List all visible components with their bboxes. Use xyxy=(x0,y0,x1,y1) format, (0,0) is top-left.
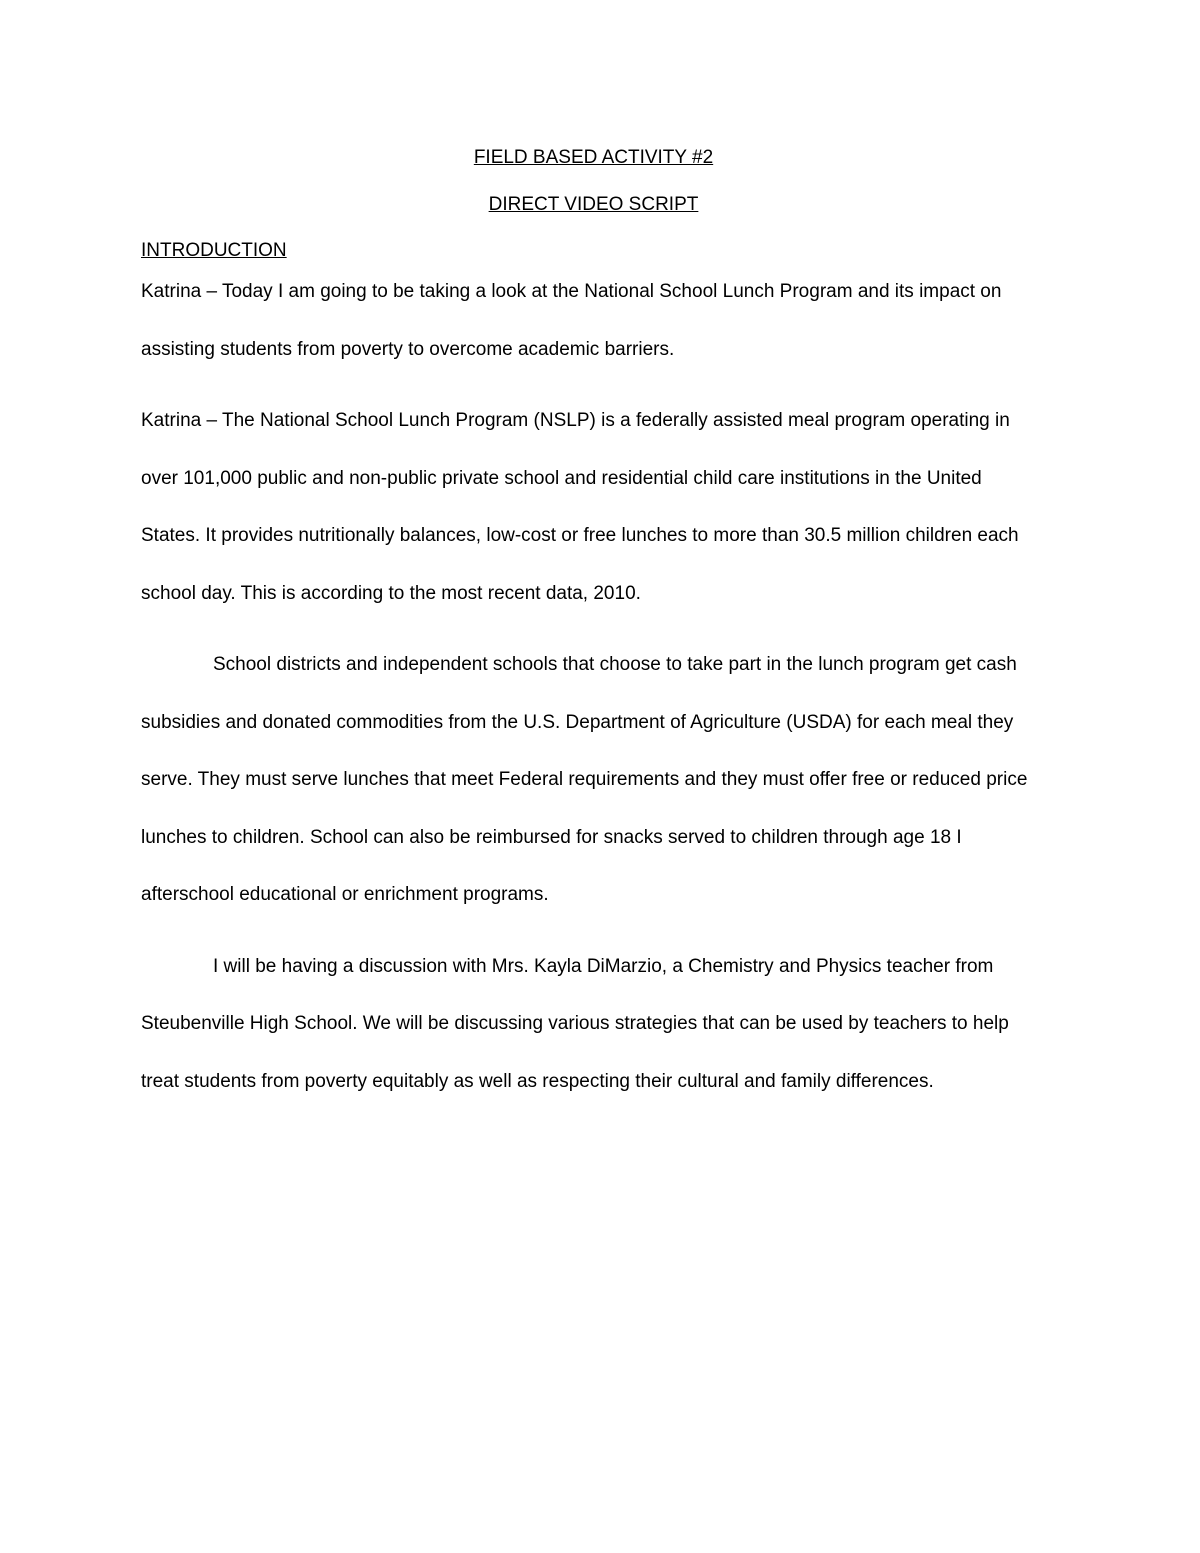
document-body xyxy=(141,140,1046,1110)
paragraph-intro-1: Katrina – Today I am going to be taking a look at the National School Lunch Program and its impact on assisting students from poverty to overcome academic barriers. xyxy=(141,281,1002,360)
document-subtitle: DIRECT VIDEO SCRIPT xyxy=(488,194,699,215)
document-title: FIELD BASED ACTIVITY #2 xyxy=(473,147,714,168)
paragraph-intro-2: Katrina – The National School Lunch Program (NSLP) is a federally assisted meal program operating in over 101,000 public and non-public private school and residential child care institutions in the United States. It provides nutritionally balances, low-cost or free lunches to more than 30.5 million children each school day. This is according to the most recent data, 2010. xyxy=(141,410,1019,604)
paragraph-intro-4: I will be having a discussion with Mrs. Kayla DiMarzio, a Chemistry and Physics teacher from Steubenville High School. We will be discussing various strategies that can be used by teachers to help treat students from poverty equitably as well as respecting their cultural and family differences. xyxy=(141,955,1009,1092)
section-heading-introduction: INTRODUCTION xyxy=(141,240,287,261)
paragraph-intro-3: School districts and independent schools that choose to take part in the lunch program get cash subsidies and donated commodities from the U.S. Department of Agriculture (USDA) for each meal they serve. They must serve lunches that meet Federal requirements and they must offer free or reduced price lunches to children. School can also be reimbursed for snacks served to children through age 18 I afterschool educational or enrichment programs. xyxy=(141,654,1028,905)
